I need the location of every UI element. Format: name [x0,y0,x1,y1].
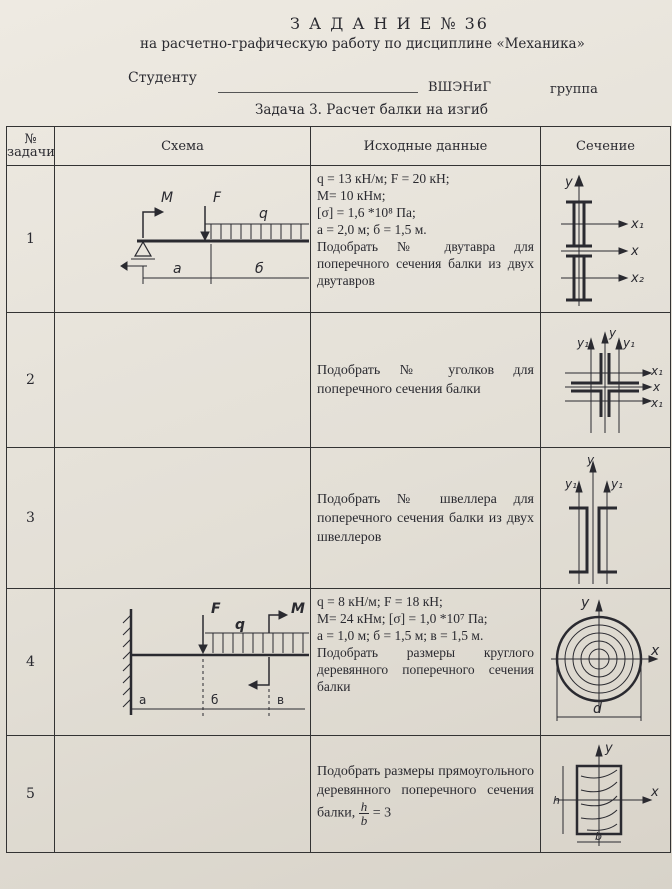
load-label: q [235,617,246,633]
table-row [7,448,671,589]
row-number: 5 [7,736,55,853]
axis-x1-label: x₁ [651,364,663,378]
beam-scheme-cell [55,736,311,853]
ratio-denominator: b [360,812,368,828]
group-label: группа [550,82,598,97]
row-number: 2 [7,313,55,448]
moment-label: M [291,601,305,617]
header-task-number: № задачи [7,127,55,166]
source-data-cell [311,448,541,589]
table-row [7,736,671,853]
institute-label: ВШЭНиГ [428,80,491,95]
width-label: b [595,830,602,843]
table-row [7,166,671,313]
header-scheme: Схема [55,127,311,166]
axis-y-label: y [609,326,617,340]
ratio-fraction [359,800,370,827]
data-line: q = 8 кН/м; F = 18 кН; [317,594,443,609]
height-label: h [553,794,560,807]
section-cell [541,313,671,448]
span-a-label: a [139,693,147,707]
data-line: M= 10 кНм; [317,188,386,203]
axis-y1-label: y₁ [565,477,577,491]
row-number: 1 [7,166,55,313]
axis-x-label: x [651,643,660,659]
double-channel-section [541,448,669,588]
span-a-label: a [173,261,182,277]
task-text-body: Подобрать размеры прямоугольного деревянного поперечного сечения балки, [317,763,534,821]
section-cell [541,589,671,736]
task-table [6,126,671,853]
source-data-cell [311,313,541,448]
section-cell [541,448,671,589]
rectangular-wood-section [541,736,669,852]
assignment-subtitle: на расчетно-графическую работу по дисциплине «Механика» [140,36,585,52]
row-number: 4 [7,589,55,736]
section-cell [541,166,671,313]
data-line: a = 1,0 м; б = 1,5 м; в = 1,5 м. [317,628,484,643]
axis-x-label: x [631,244,639,259]
axis-x1-bottom-label: x₁ [651,396,663,410]
beam-scheme-cell [55,589,311,736]
data-line: q = 13 кН/м; F = 20 кН; [317,171,450,186]
header-source-data: Исходные данные [311,127,541,166]
table-row [7,589,671,736]
data-line: a = 2,0 м; б = 1,5 м. [317,222,427,237]
diameter-label: d [593,701,602,717]
beam-scheme-cell [55,313,311,448]
force-label: F [211,601,221,617]
task-text [317,762,534,827]
table-row [7,313,671,448]
task-text: Подобрать № швеллера для поперечного сечения балки из двух швеллеров [317,491,534,545]
force-label: F [213,190,222,206]
table-header-row [7,127,671,166]
data-line: [σ] = 1,6 *10⁸ Па; [317,205,416,220]
student-name-line [218,92,418,93]
assignment-title: З А Д А Н И Е № 36 [290,14,489,33]
axis-x-label: x [653,380,661,394]
span-v-label: в [277,693,285,707]
axis-y1-right-label: y₁ [611,477,623,491]
axis-y-label: y [587,453,595,467]
axis-x1-label: x₁ [631,217,644,232]
source-data-cell [311,736,541,853]
task-text: Подобрать № уголков для поперечного сечения балки [317,363,534,397]
load-label: q [259,206,268,222]
axis-y-label: y [581,595,590,611]
axis-y-label: y [565,175,573,190]
ratio-numerator: h [360,798,368,814]
source-data-cell [311,166,541,313]
axis-y1-label: y₁ [577,336,589,350]
span-b-label: б [211,693,219,707]
beam-scheme-cell [55,166,311,313]
distributed-load-arrows [205,224,309,239]
beam-scheme-diagram [55,166,309,312]
axis-x-label: x [651,785,659,800]
data-line: M= 24 кНм; [σ] = 1,0 *10⁷ Па; [317,611,488,626]
circular-wood-section [541,589,669,735]
row-number: 3 [7,448,55,589]
beam-scheme-cell [55,448,311,589]
task-text: Подобрать размеры круглого деревянного поперечного сечения балки [317,645,534,694]
span-b-label: б [255,261,264,277]
angle-section [541,313,669,447]
ratio-value: = 3 [372,805,392,821]
double-i-beam-section [541,166,669,312]
axis-x2-label: x₂ [631,271,644,286]
cantilever-scheme-diagram [55,589,309,735]
axis-y1-right-label: y₁ [623,336,635,350]
student-label: Студенту [128,70,197,86]
moment-label: M [161,190,174,206]
task-text: Подобрать № двутавра для поперечного сечения балки из двух двутавров [317,239,534,288]
section-cell [541,736,671,853]
axis-y-label: y [605,741,613,756]
distributed-load-arrows [205,633,309,653]
task-title: Задача 3. Расчет балки на изгиб [255,102,489,118]
source-data-cell [311,589,541,736]
header-section: Сечение [541,127,671,166]
